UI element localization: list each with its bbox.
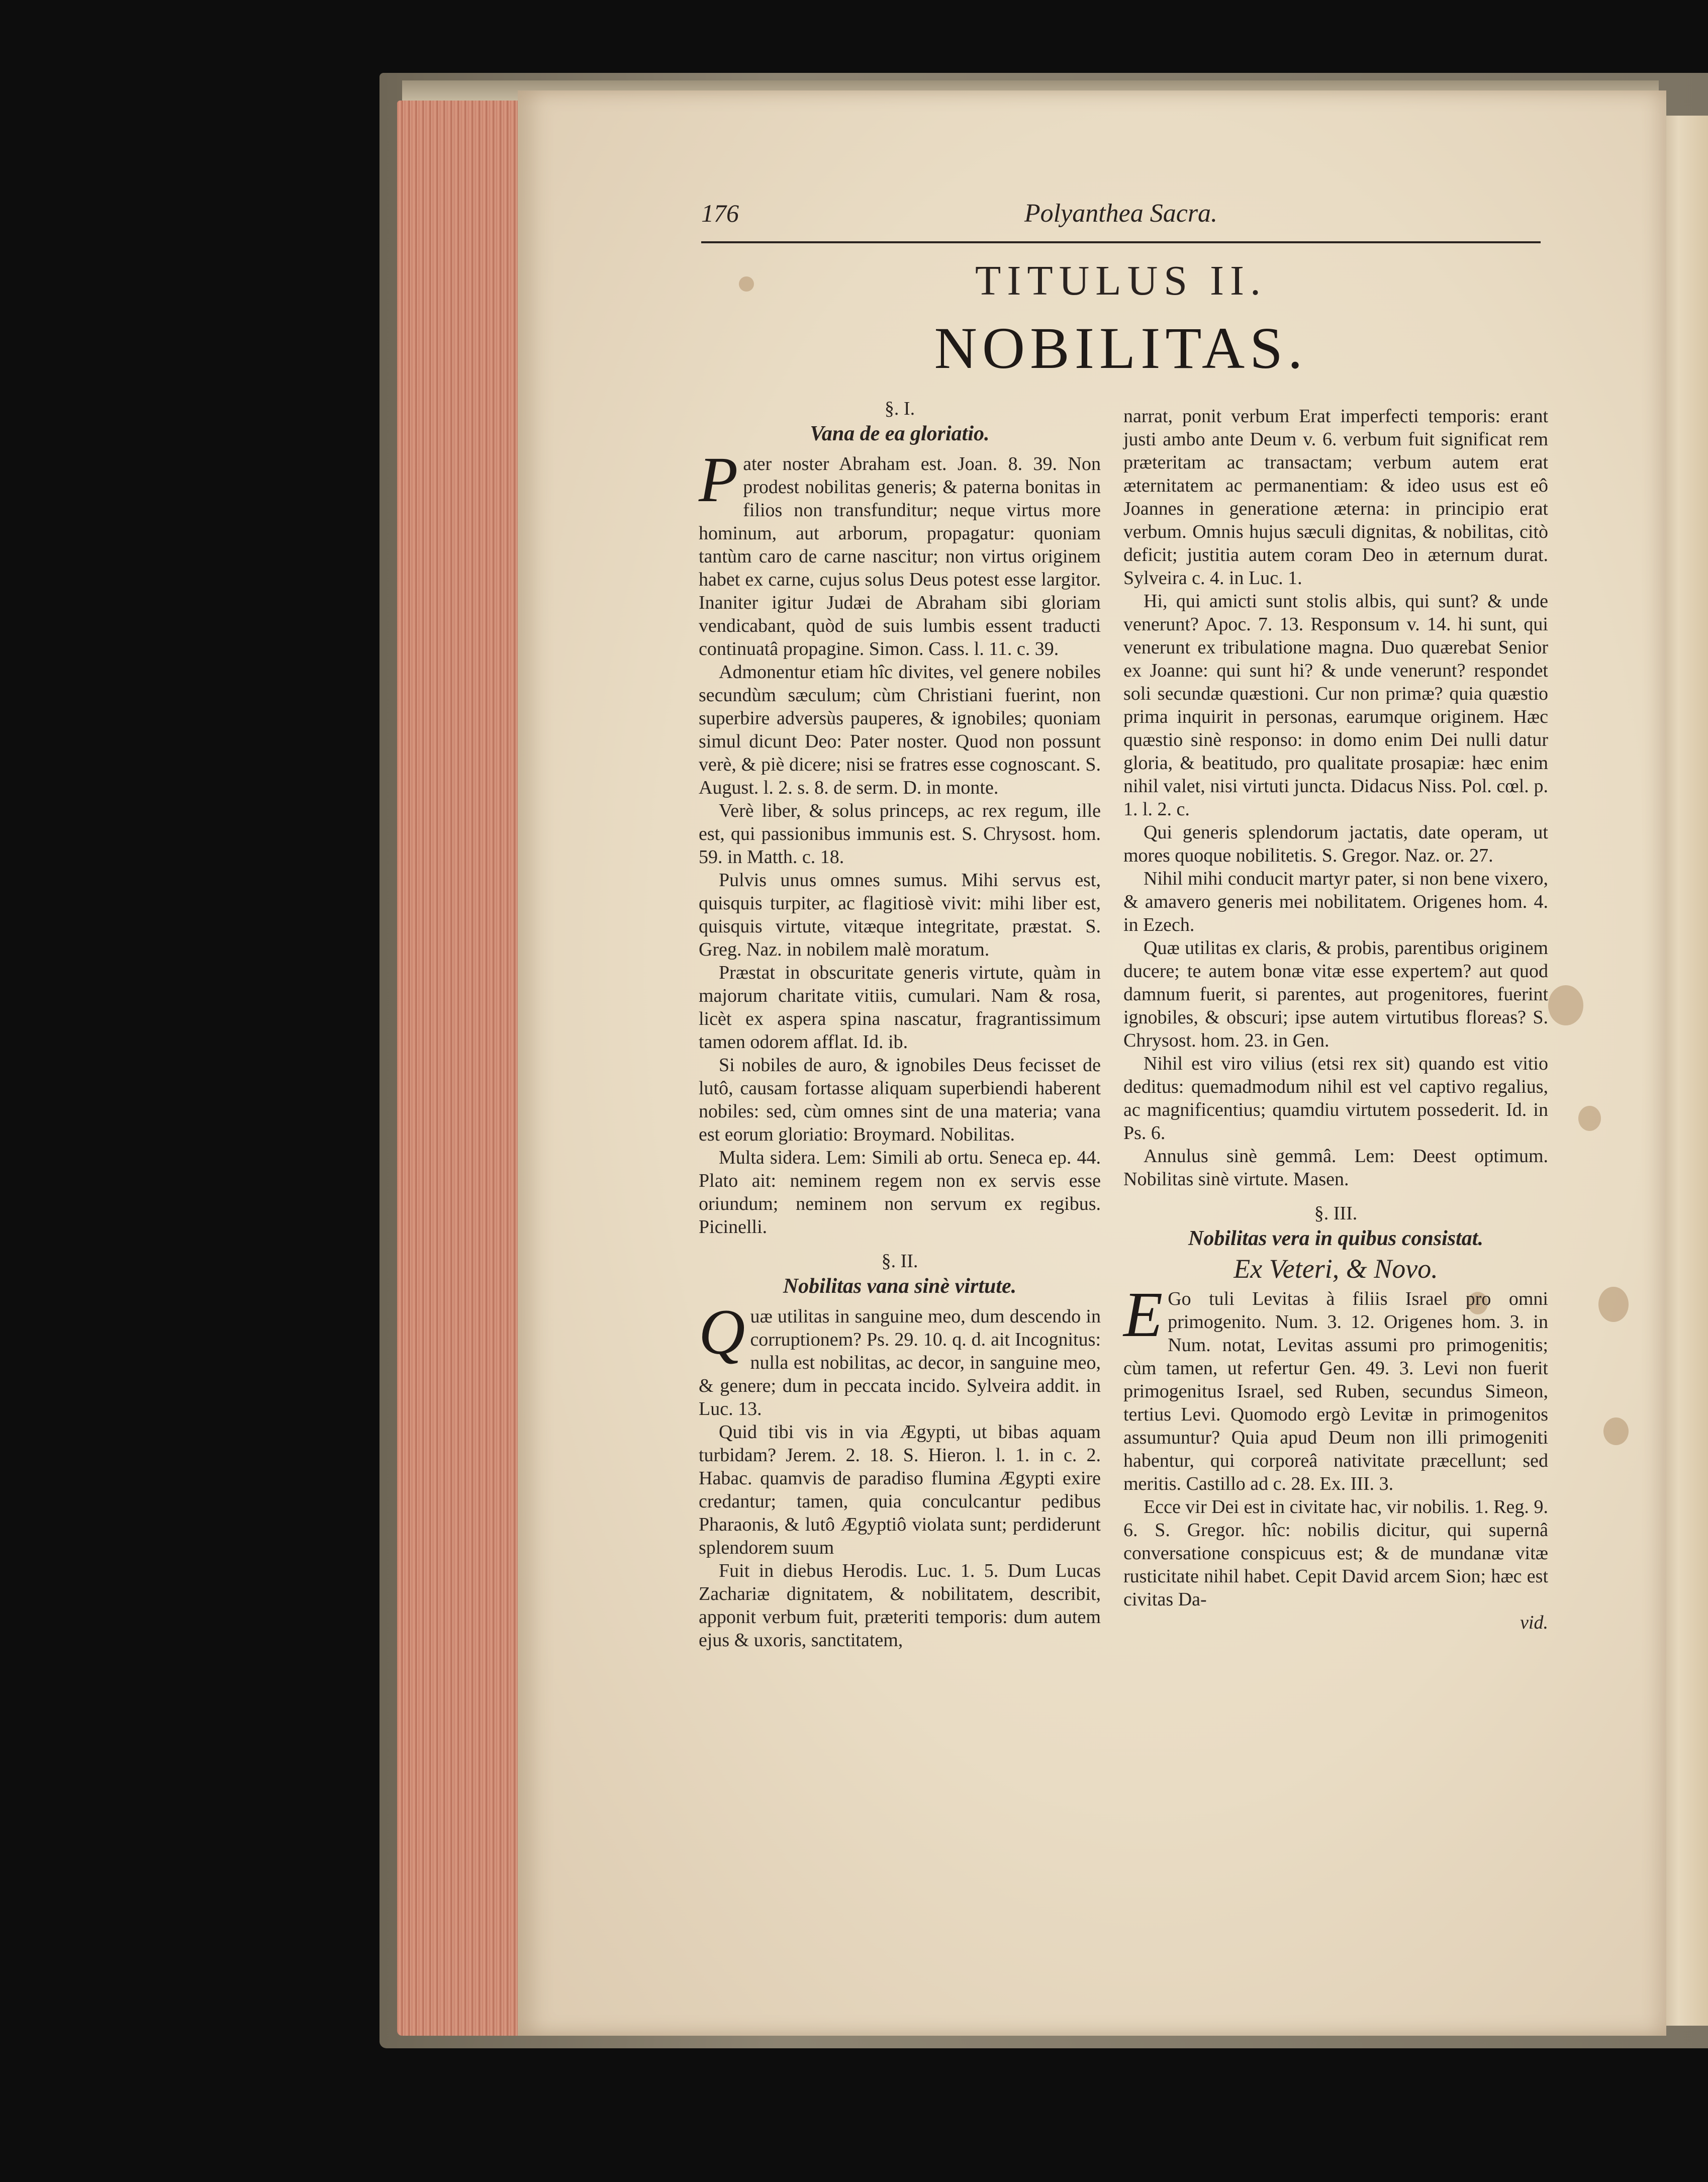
- section-number: §. II.: [881, 1251, 918, 1272]
- paragraph: [699, 444, 1101, 660]
- running-head: [701, 194, 1541, 239]
- titulus-heading: TITULUS II.: [975, 257, 1267, 304]
- book-page-edges: [397, 101, 523, 2036]
- paragraph: Admonentur etiam hîc divites, vel genere nobiles secundùm sæculum; cùm Christiani fuerint, non superbire adversùs pauperes, & ignobiles; quoniam simul dicunt Deo: Pater noster. Quod non possunt verè, & piè dicere; nisi se fratres esse cognoscant. S. August. l. 2. s. 8. de serm. D. in monte.: [699, 661, 1101, 798]
- paragraph: narrat, ponit verbum Erat imperfecti temporis: erant justi ambo ante Deum v. 6. verbum fuit significat rem præteritam ac transactam; verbum autem erat æternitatem ac permanentiam: & ideo usus est eô Joannes in generatione æterna: in principio erat verbum. Omnis hujus sæculi dignitas, & nobilitas, citò deficit; justitia autem coram Deo in æternum durat. Sylveira c. 4. in Luc. 1.: [1123, 406, 1548, 589]
- drop-cap: P: [699, 444, 738, 515]
- paragraph: Nihil mihi conducit martyr pater, si non bene vixero, & amavero generis mei nobilitatem. Origenes hom. 4. in Ezech.: [1123, 868, 1548, 935]
- paragraph: Qui generis splendorum jactatis, date operam, ut mores quoque nobilitetis. S. Gregor. Naz. or. 27.: [1123, 822, 1548, 866]
- header-rule: [701, 241, 1541, 243]
- paragraph: Verè liber, & solus princeps, ac rex regum, ille est, qui passionibus immunis est. S. Chrysost. hom. 59. in Matth. c. 18.: [699, 800, 1101, 868]
- paragraph: Fuit in diebus Herodis. Luc. 1. 5. Dum Lucas Zachariæ dignitatem, & nobilitatem, describit, apponit verbum fuit, præteriti temporis: dum autem ejus & uxoris, sanctitatem,: [699, 1560, 1101, 1651]
- paragraph-text: ater noster Abraham est. Joan. 8. 39. Non prodest nobilitas generis; & paterna bonitas in filios non transfunditur; neque virtus more hominum, aut arborum, propagatur: quoniam tantùm caro de carne nascitur; non virtus originem habet ex carne, cujus solus Deus potest esse largitor. Inaniter igitur Judæi de Abraham sibi gloriam vendicabant, quòd de suis lumbis essent traducti continuatâ propagine. Simon. Cass. l. 11. c. 39.: [699, 453, 1101, 659]
- paragraph: Si nobiles de auro, & ignobiles Deus fecisset de lutô, causam fortasse aliquam superbiendi haberent nobiles: sed, cùm omnes sint de una materia; vana est eorum gloriatio: Broymard. Nobilitas.: [699, 1055, 1101, 1145]
- paragraph: Hi, qui amicti sunt stolis albis, qui sunt? & unde venerunt? Apoc. 7. 13. Responsum v. 14. hi sunt, qui venerunt ex tribulatione magna. Duo quærebat Senior ex Joanne: qui sunt hi? & unde venerunt? respondet soli secundæ quæstioni. Cur non primæ? quia quæstio prima inquirit in personas, earumque originem. Hæc quæstio sinè responso: in domo enim Dei nulli datur gloria, & beatitudo, pro qualitate prosapiæ: hæc enim nihil valet, nisi virtuti juncta. Didacus Niss. Pol. cœl. p. 1. l. 2. c.: [1123, 591, 1548, 820]
- catchword: vid.: [1520, 1612, 1548, 1633]
- foxing-spot: [1598, 1287, 1629, 1322]
- section-number: §. III.: [1314, 1203, 1358, 1224]
- paragraph: Nihil est viro vilius (etsi rex sit) quando est vitio deditus: quemadmodum nihil est vel captivo regalius, ac magnificentius; quamdiu virtutem possederit. Id. in Ps. 6.: [1123, 1053, 1548, 1144]
- paragraph: Quid tibi vis in via Ægypti, ut bibas aquam turbidam? Jerem. 2. 18. S. Hieron. l. 1. in c. 2. Habac. quamvis de paradiso flumina Ægypti exire credantur; tamen, quia conculcantur pedibus Pharaonis, & lutô Ægyptiô violata sunt; perdiderunt splendorem suum: [699, 1421, 1101, 1558]
- section-subtitle: Ex Veteri, & Novo.: [1233, 1254, 1438, 1284]
- paragraph: Quæ utilitas ex claris, & probis, parentibus originem ducere; te autem bonæ vitæ esse expertem? aut quod damnum fuerit, si parentes, aut progenitores, fuerint ignobiles, & obscuri; ipse autem virtutibus floreas? S. Chrysost. hom. 23. in Gen.: [1123, 937, 1548, 1051]
- paragraph-text: Go tuli Levitas à filiis Israel pro omni primogenito. Num. 3. 12. Origenes hom. 3. in Num. notat, Levitas assumi pro primogenitis; cùm tamen, ut refertur Gen. 49. 3. Levi non fuerit primogenitus Israel, sed Ruben, secundus Simeon, tertius Levi. Quomodo ergò Levitæ in primogenitos assumuntur? Quia apud Deum non illi primogeniti habentur, qui corporeâ nativitate præcellunt; sed meritis. Castillo ad c. 28. Ex. III. 3.: [1123, 1288, 1548, 1494]
- page-number: 176: [701, 199, 739, 227]
- paragraph-text: uæ utilitas in sanguine meo, dum descendo in corruptionem? Ps. 29. 10. q. d. ait Incognitus: nulla est nobilitas, ac decor, in sanguine meo, & genere; dum in peccata incido. Sylveira addit. in Luc. 13.: [699, 1306, 1101, 1419]
- paragraph: Præstat in obscuritate generis virtute, quàm in majorum charitate vitiis, cumulari. Nam & rosa, licèt ex aspera spina nascatur, fragrantissimum tamen odorem afflat. Id. ib.: [699, 962, 1101, 1053]
- paragraph: Pulvis unus omnes sumus. Mihi servus est, quisquis turpiter, ac flagitiosè vivit: mihi liber est, quisquis virtute, vitæque integritate, præstat. S. Greg. Naz. in nobilem malè moratum.: [699, 870, 1101, 960]
- paragraph: Annulus sinè gemmâ. Lem: Deest optimum. Nobilitas sinè virtute. Masen.: [1123, 1146, 1548, 1190]
- section-number: §. I.: [884, 398, 915, 419]
- paragraph: [1123, 1279, 1548, 1495]
- drop-cap: Q: [699, 1296, 745, 1368]
- foxing-spot: [1548, 985, 1583, 1025]
- right-column: [1123, 405, 1548, 1634]
- paragraph: [699, 1296, 1101, 1420]
- section-title: Nobilitas vana sinè virtute.: [783, 1275, 1017, 1298]
- paragraph: Multa sidera. Lem: Simili ab ortu. Seneca ep. 44. Plato ait: neminem regem non ex servis esse oriundum; neminem non servum ex regibus. Picinelli.: [699, 1147, 1101, 1238]
- drop-cap: E: [1123, 1279, 1163, 1350]
- foxing-spot: [1578, 1106, 1601, 1131]
- section-title: Nobilitas vera in quibus consistat.: [1188, 1227, 1483, 1250]
- foxing-spot: [1603, 1417, 1629, 1445]
- section-title: Vana de ea gloriatio.: [810, 422, 990, 445]
- running-title: Polyanthea Sacra.: [1024, 199, 1218, 228]
- left-column: [699, 397, 1101, 1652]
- chapter-title: NOBILITAS.: [934, 315, 1308, 381]
- paragraph: Ecce vir Dei est in civitate hac, vir nobilis. 1. Reg. 9. 6. S. Gregor. hîc: nobilis dicitur, qui supernâ conversatione conspicuus est; & de mundanæ vitæ rusticitate nihil habet. Cepit David arcem Sion; hæc est civitas Da-: [1123, 1496, 1548, 1610]
